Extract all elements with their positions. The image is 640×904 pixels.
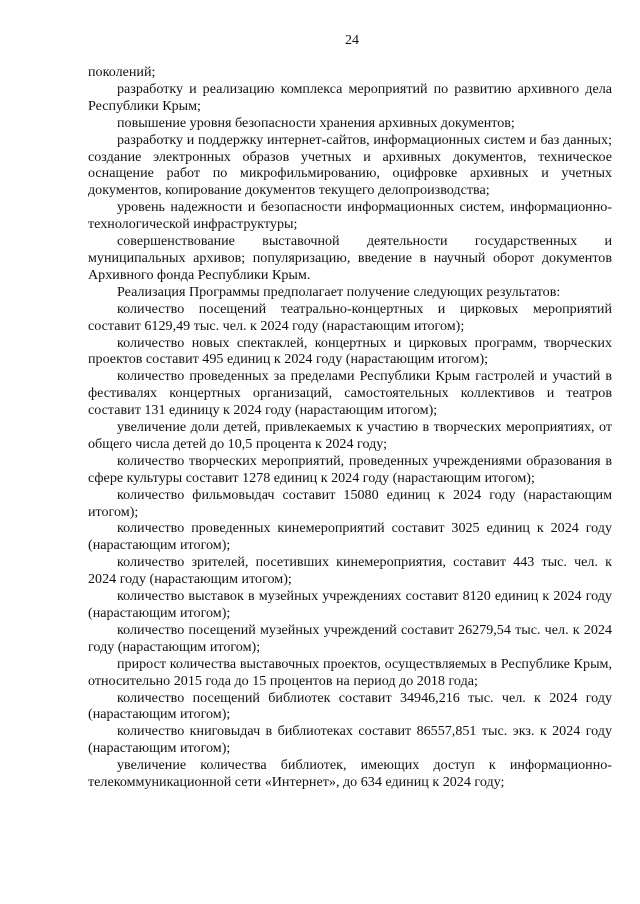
page-number: 24 bbox=[345, 33, 359, 48]
paragraph: повышение уровня безопасности хранения архивных документов; bbox=[117, 114, 515, 131]
paragraph: уровень надежности и безопасности информационных систем, информационно-технологической инфраструктуры; bbox=[88, 199, 612, 233]
paragraph: увеличение доли детей, привлекаемых к участию в творческих мероприятиях, от общего числа детей до 10,5 процента к 2024 году; bbox=[88, 419, 612, 452]
paragraph: количество проведенных кинемероприятий составит 3025 единиц к 2024 году (нарастающим итогом); bbox=[88, 520, 612, 554]
document-body bbox=[88, 64, 612, 791]
paragraph: совершенствование выставочной деятельности государственных и муниципальных архивов; популяризацию, введение в научный оборот документов Архивного фонда Республики Крым. bbox=[88, 233, 612, 283]
paragraph: разработку и реализацию комплекса мероприятий по развитию архивного дела Республики Крым; bbox=[88, 80, 612, 114]
paragraph: количество посещений библиотек составит 34946,216 тыс. чел. к 2024 году (нарастающим итогом); bbox=[88, 689, 612, 723]
paragraph: прирост количества выставочных проектов, осуществляемых в Республике Крым, относительно 2015 года до 15 процентов на период до 2018 года; bbox=[88, 655, 612, 689]
paragraph: разработку и поддержку интернет-сайтов, информационных систем и баз данных; создание электронных образов учетных и архивных документов, техническое оснащение работ по микрофильмированию, оцифровке архивных и учетных документов, копирование документов текущего делопроизводства; bbox=[88, 131, 612, 199]
paragraph: количество проведенных за пределами Республики Крым гастролей и участий в фестивалях концертных организаций, самостоятельных коллективов и театров составит 131 единицу к 2024 году (нарастающим итогом); bbox=[88, 368, 612, 419]
paragraph: количество посещений музейных учреждений составит 26279,54 тыс. чел. к 2024 году (нарастающим итогом); bbox=[88, 621, 612, 655]
paragraph: поколений; bbox=[88, 64, 156, 80]
paragraph: увеличение количества библиотек, имеющих доступ к информационно-телекоммуникационной сети «Интернет», до 634 единиц к 2024 году; bbox=[88, 757, 612, 791]
paragraph: количество творческих мероприятий, проведенных учреждениями образования в сфере культуры составит 1278 единиц к 2024 году (нарастающим итогом); bbox=[88, 452, 612, 486]
paragraph: Реализация Программы предполагает получение следующих результатов: bbox=[117, 283, 561, 300]
paragraph: количество новых спектаклей, концертных и цирковых программ, творческих проектов составит 495 единиц к 2024 году (нарастающим итогом); bbox=[88, 334, 612, 368]
paragraph: количество зрителей, посетивших кинемероприятия, составит 443 тыс. чел. к 2024 году (нарастающим итогом); bbox=[88, 554, 612, 588]
paragraph: количество книговыдач в библиотеках составит 86557,851 тыс. экз. к 2024 году (нарастающим итогом); bbox=[88, 723, 612, 757]
paragraph: количество выставок в музейных учреждениях составит 8120 единиц к 2024 году (нарастающим итогом); bbox=[88, 588, 612, 621]
paragraph: количество посещений театрально-концертных и цирковых мероприятий составит 6129,49 тыс. чел. к 2024 году (нарастающим итогом); bbox=[88, 300, 612, 334]
paragraph: количество фильмовыдач составит 15080 единиц к 2024 году (нарастающим итогом); bbox=[88, 486, 612, 520]
